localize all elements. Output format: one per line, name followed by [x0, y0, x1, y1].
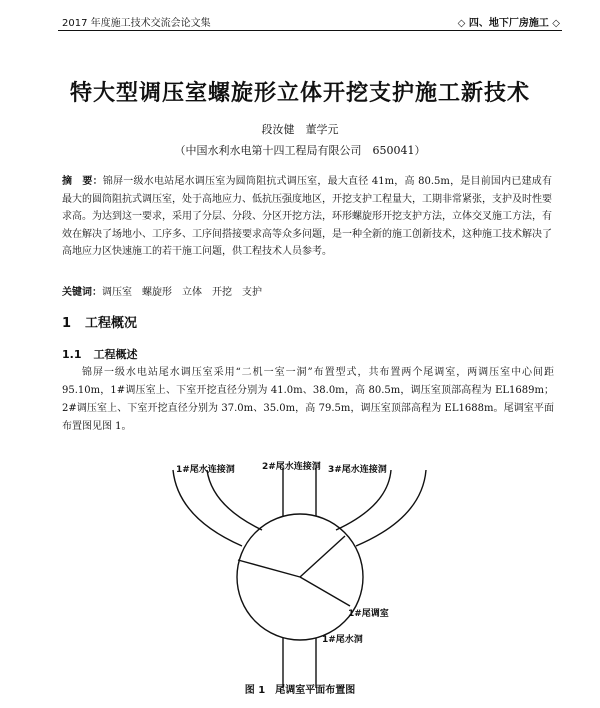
figure-number: 图 1	[244, 685, 266, 696]
keywords-label: 关键词：	[62, 287, 102, 298]
figure-caption-text: 尾调室平面布置图	[275, 685, 356, 696]
paper-title: 特大型调压室螺旋形立体开挖支护施工新技术	[69, 81, 530, 106]
subsection-heading	[62, 346, 138, 362]
tunnel-1-outer-wall	[173, 470, 242, 546]
keywords	[62, 283, 552, 298]
section-number: 1	[62, 316, 72, 331]
label-tunnel-3: 3#尾水连接洞	[328, 465, 387, 475]
paper-authors: 段汝健 董学元	[261, 123, 339, 136]
abstract-label: 摘 要：	[62, 176, 103, 187]
figure-1	[0, 448, 600, 688]
label-tailrace-tunnel: 1#尾水洞	[322, 635, 363, 645]
tunnel-1-inner-wall	[207, 470, 262, 530]
label-surge-chamber: 1#尾调室	[348, 609, 389, 619]
label-tunnel-2: 2#尾水连接洞	[262, 462, 321, 472]
tunnel-3-outer-wall	[356, 470, 426, 546]
abstract-text: 锦屏一级水电站尾水调压室为圆筒阻抗式调压室，最大直径 41m，高 80.5m，是目前国内已建成有最大的圆筒阻抗式调压室，处于高地应力、低抗压强度地区，开挖支护工程量大，工期非常紧张，支护及时性要求高。为达到这一要求，采用了分层、分段、分区开挖方法，环形螺旋形开挖支护方法，立体交叉施工方法，有效在解决了场地小、工序多、工序间搭接要求高等众多问题，是一种全新的施工创新技术，这种施工技术解决了高地应力区快速施工的若干施工问题，供工程技术人员参考。	[62, 176, 553, 257]
label-tunnel-1: 1#尾水连接洞	[176, 465, 235, 475]
header-section-name: ◇ 四、地下厂房施工 ◇	[457, 18, 560, 29]
running-header	[62, 14, 560, 30]
layout-diagram	[0, 448, 600, 688]
subsection-title: 工程概述	[93, 348, 138, 361]
subsection-number: 1.1	[62, 348, 82, 361]
chamber-leader-line	[300, 577, 350, 606]
abstract	[62, 173, 552, 261]
radius-line-left	[238, 560, 300, 577]
header-rule	[58, 30, 562, 31]
section-heading	[62, 312, 137, 331]
paper-affiliation: （中国水利水电第十四工程局有限公司 650041）	[174, 144, 426, 157]
section-title: 工程概况	[85, 316, 138, 331]
radius-line-right	[300, 536, 345, 577]
figure-caption	[0, 681, 600, 696]
tunnel-3-inner-wall	[336, 470, 391, 530]
header-proceedings-title: 2017 年度施工技术交流会论文集	[62, 18, 211, 29]
body-paragraph: 锦屏一级水电站尾水调压室采用“二机一室一洞”布置型式，共布置两个尾调室，两调压室中心间距 95.10m，1#调压室上、下室开挖直径分别为 41.0m、38.0m，高 80.5m，调压室顶部高程为 EL1689m；2#调压室上、下室开挖直径分别为 37.0m、35.0m，高 79.5m，调压室顶部高程为 EL1688m。尾调室平面布置图见图 1。	[62, 367, 554, 432]
keywords-text: 调压室 螺旋形 立体 开挖 支护	[102, 287, 262, 298]
